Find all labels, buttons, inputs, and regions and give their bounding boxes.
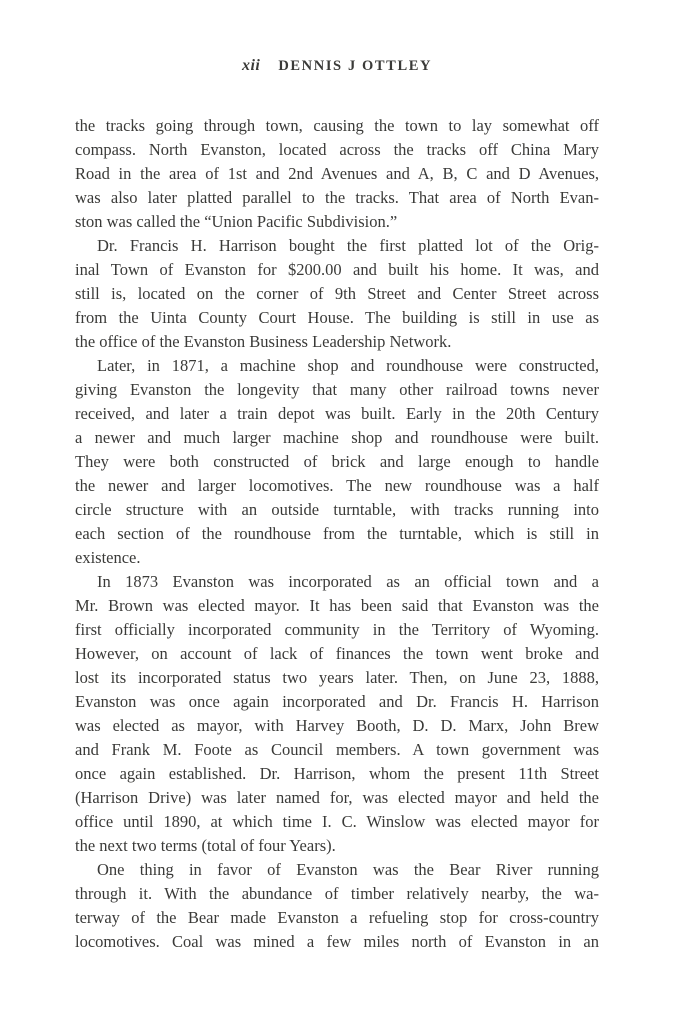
text-line: (Harrison Drive) was later named for, was elected mayor and held the [75,788,599,807]
text-line: However, on account of lack of finances the town went broke and [75,644,599,663]
text-line: They were both constructed of brick and large enough to handle [75,452,599,471]
paragraph [75,114,599,234]
running-header [75,57,599,75]
text-line: first officially incorporated community in the Territory of Wyoming. [75,620,599,639]
author-name: DENNIS J OTTLEY [278,58,433,74]
text-line: circle structure with an outside turntable, with tracks running into [75,500,599,519]
text-line: Later, in 1871, a machine shop and roundhouse were constructed, [97,356,599,375]
text-line: still is, located on the corner of 9th Street and Center Street across [75,284,599,303]
text-line: received, and later a train depot was built. Early in the 20th Century [75,404,599,423]
text-line: the office of the Evanston Business Leadership Network. [75,332,452,351]
page-body [75,114,599,954]
text-line: the next two terms (total of four Years). [75,836,336,855]
text-line: office until 1890, at which time I. C. Winslow was elected mayor for [75,812,599,831]
text-line: the tracks going through town, causing the town to lay somewhat off [75,116,599,135]
text-line: Dr. Francis H. Harrison bought the first platted lot of the Orig- [97,236,599,255]
text-line: Mr. Brown was elected mayor. It has been said that Evanston was the [75,596,599,615]
text-line: a newer and much larger machine shop and roundhouse were built. [75,428,599,447]
folio-page-number: xii [241,57,261,74]
text-line: each section of the roundhouse from the turntable, which is still in [75,524,599,543]
paragraph [75,858,599,954]
text-line: the newer and larger locomotives. The new roundhouse was a half [75,476,599,495]
text-line: was also later platted parallel to the tracks. That area of North Evan- [75,188,599,207]
text-line: Evanston was once again incorporated and Dr. Francis H. Harrison [75,692,599,711]
text-line: once again established. Dr. Harrison, whom the present 11th Street [75,764,599,783]
text-line: existence. [75,548,141,567]
text-line: In 1873 Evanston was incorporated as an official town and a [97,572,599,591]
paragraph [75,354,599,570]
text-line: ston was called the “Union Pacific Subdivision.” [75,212,398,231]
text-line: inal Town of Evanston for $200.00 and built his home. It was, and [75,260,599,279]
text-line: was elected as mayor, with Harvey Booth, D. D. Marx, John Brew [75,716,599,735]
text-line: lost its incorporated status two years later. Then, on June 23, 1888, [75,668,599,687]
text-line: and Frank M. Foote as Council members. A town government was [75,740,599,759]
text-line: locomotives. Coal was mined a few miles north of Evanston in an [75,932,599,951]
text-line: terway of the Bear made Evanston a refueling stop for cross-country [75,908,599,927]
text-line: Road in the area of 1st and 2nd Avenues and A, B, C and D Avenues, [75,164,599,183]
text-line: through it. With the abundance of timber relatively nearby, the wa- [75,884,599,903]
text-line: from the Uinta County Court House. The building is still in use as [75,308,599,327]
text-line: compass. North Evanston, located across the tracks off China Mary [75,140,599,159]
text-line: One thing in favor of Evanston was the Bear River running [97,860,599,879]
paragraph [75,570,599,858]
text-line: giving Evanston the longevity that many other railroad towns never [75,380,599,399]
paragraph [75,234,599,354]
